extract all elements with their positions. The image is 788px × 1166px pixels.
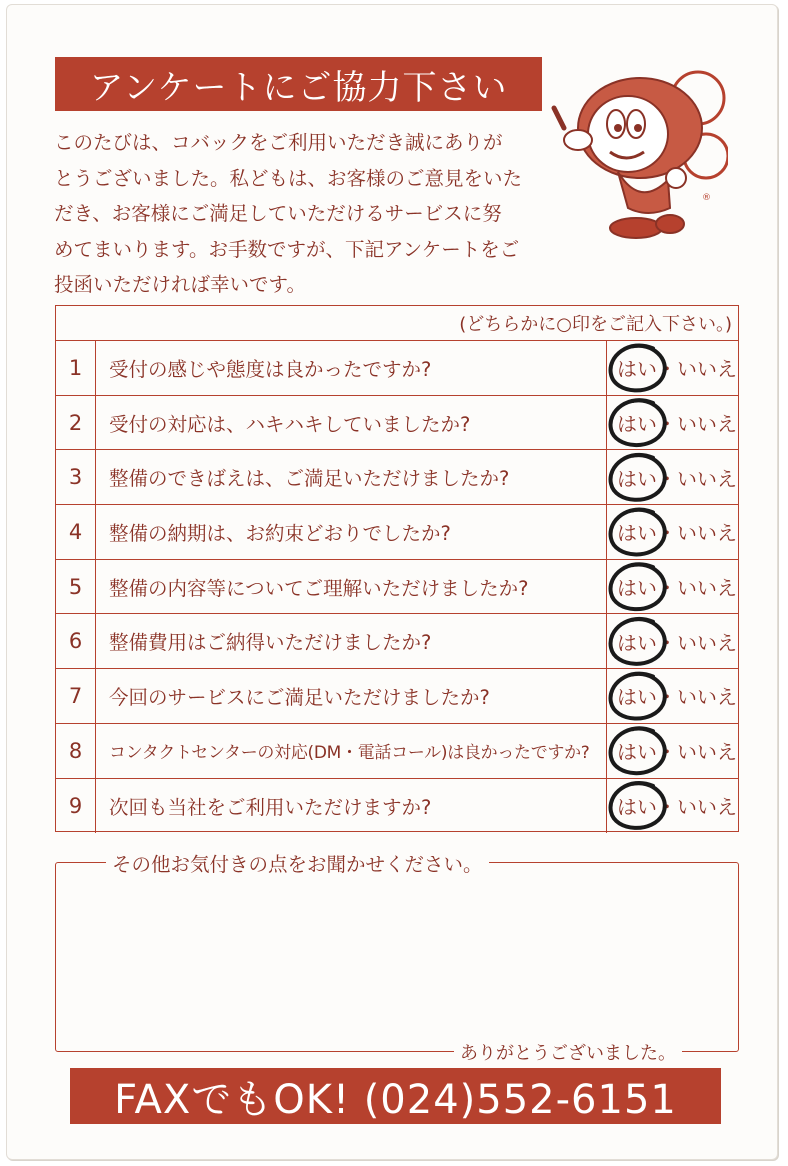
question-row-9: [56, 779, 738, 834]
intro-line: とうございました。私どもは、お客様のご意見をいた: [54, 166, 523, 190]
fax-text: FAXでもOK! (024)552-6151: [114, 1076, 677, 1123]
answer-choice[interactable]: はい・いいえ: [606, 779, 738, 834]
question-row-1: [56, 341, 738, 396]
survey-table: [55, 305, 739, 832]
answer-choice[interactable]: はい・いいえ: [606, 724, 738, 778]
question-row-6: [56, 614, 738, 669]
question-number: 2: [56, 396, 96, 450]
question-row-7: [56, 669, 738, 724]
question-number: 3: [56, 450, 96, 504]
question-number: 7: [56, 669, 96, 723]
question-row-4: [56, 505, 738, 560]
answer-choice[interactable]: はい・いいえ: [606, 614, 738, 668]
comment-label: その他お気付きの点をお聞かせください。: [106, 849, 489, 877]
page-title: [55, 57, 542, 111]
question-number: 8: [56, 724, 96, 778]
answer-choice[interactable]: はい・いいえ: [606, 560, 738, 614]
question-text: 次回も当社をご利用いただけますか?: [109, 795, 432, 819]
question-row-2: [56, 396, 738, 451]
question-number: 9: [56, 779, 96, 834]
intro-line: 投函いただければ幸いです。: [54, 273, 306, 296]
intro-text: [54, 125, 554, 303]
question-text: 整備の納期は、お約束どおりでしたか?: [109, 521, 451, 545]
question-number: 6: [56, 614, 96, 668]
answer-choice[interactable]: はい・いいえ: [606, 396, 738, 450]
question-text: 受付の感じや態度は良かったですか?: [109, 357, 432, 381]
intro-line: めてまいります。お手数ですが、下記アンケートをご: [54, 237, 520, 261]
answer-choice[interactable]: はい・いいえ: [606, 450, 738, 504]
instruction-text: (どちらかに○印をご記入下さい。): [459, 314, 732, 335]
thanks-text: ありがとうございました。: [454, 1039, 682, 1065]
question-number: 5: [56, 560, 96, 614]
question-text: 整備のできばえは、ご満足いただけましたか?: [109, 467, 510, 491]
intro-line: だき、お客様にご満足していただけるサービスに努: [54, 202, 502, 225]
comment-box[interactable]: [55, 853, 739, 1064]
table-instruction: [56, 306, 738, 341]
question-text: 今回のサービスにご満足いただけましたか?: [109, 685, 490, 709]
question-number: 4: [56, 505, 96, 559]
page-title-text: アンケートにご協力下さい: [89, 67, 508, 108]
question-text: 整備費用はご納得いただけましたか?: [109, 631, 432, 655]
question-text: 受付の対応は、ハキハキしていましたか?: [109, 412, 471, 436]
answer-choice[interactable]: はい・いいえ: [606, 341, 738, 395]
intro-line: このたびは、コバックをご利用いただき誠にありが: [54, 131, 503, 154]
question-text: 整備の内容等についてご理解いただけましたか?: [109, 576, 529, 600]
question-row-3: [56, 450, 738, 505]
answer-choice[interactable]: はい・いいえ: [606, 669, 738, 723]
question-row-5: [56, 560, 738, 615]
question-row-8: [56, 724, 738, 779]
answer-choice[interactable]: はい・いいえ: [606, 505, 738, 559]
question-number: 1: [56, 341, 96, 395]
question-text: コンタクトセンターの対応(DM・電話コール)は良かったですか?: [109, 743, 590, 764]
fax-banner: [70, 1068, 721, 1124]
registered-mark: ®: [702, 193, 711, 203]
mascot-icon: [548, 68, 728, 246]
